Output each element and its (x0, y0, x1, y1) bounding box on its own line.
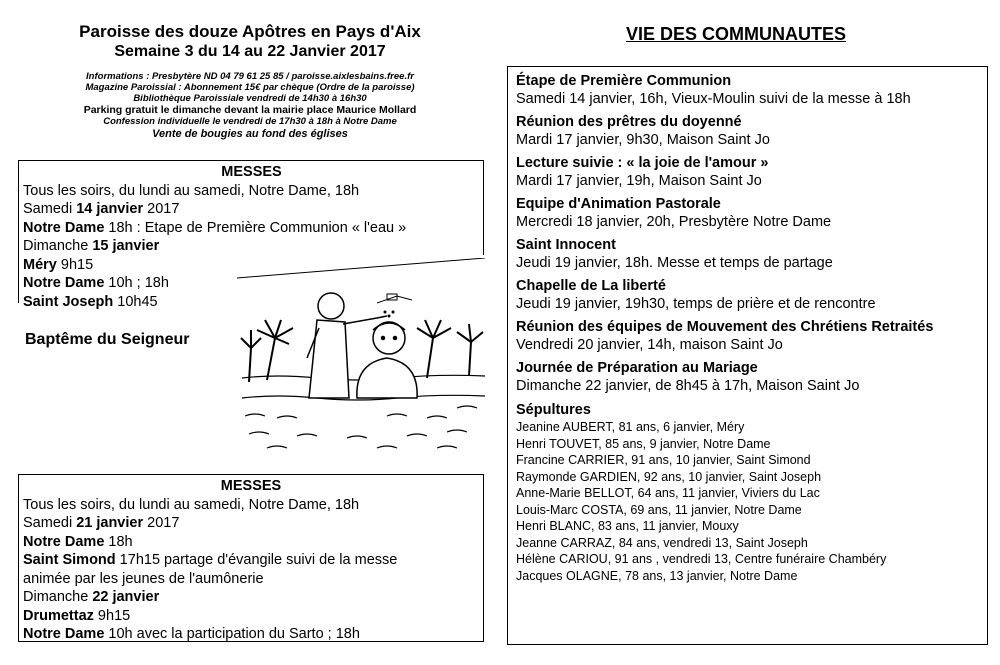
sepulture-item: Francine CARRIER, 91 ans, 10 janvier, Saint Simond (516, 453, 811, 467)
messes-line: Samedi 14 janvier 2017 (23, 201, 180, 217)
event-detail: Vendredi 20 janvier, 14h, maison Saint Jo (516, 337, 783, 353)
event-title: Journée de Préparation au Mariage (516, 360, 758, 376)
event-item (516, 114, 987, 149)
messes-title: MESSES (220, 478, 282, 494)
messes-line: Saint Simond 17h15 partage d'évangile suivi de la messe (23, 552, 398, 568)
messes-line: animée par les jeunes de l'aumônerie (23, 570, 264, 587)
event-item (516, 319, 987, 354)
info-confession: Confession individuelle le vendredi de 17h30 à 18h à Notre Dame (103, 116, 397, 127)
messes-line: Saint Joseph 10h45 (23, 293, 158, 310)
event-title: Étape de Première Communion (516, 73, 732, 89)
sepulture-item: Anne-Marie BELLOT, 64 ans, 11 janvier, Viviers du Lac (516, 486, 820, 500)
sepultures-title: Sépultures (516, 402, 591, 418)
messes-week2-box (18, 474, 484, 642)
messes-line: Dimanche 15 janvier (23, 238, 160, 254)
messes-line: Dimanche 22 janvier (23, 589, 160, 605)
sepulture-item: Jeanne CARRAZ, 84 ans, vendredi 13, Saint Joseph (516, 535, 808, 550)
left-header (20, 22, 480, 142)
messes-line: Notre Dame 10h avec la participation du Sarto ; 18h (23, 626, 360, 642)
event-item (516, 278, 987, 313)
sepulture-item: Hélène CARIOU, 91 ans , vendredi 13, Centre funéraire Chambéry (516, 552, 887, 566)
messes-line: Notre Dame 10h ; 18h (23, 275, 169, 291)
info-block (20, 71, 480, 142)
messes-line: Tous les soirs, du lundi au samedi, Notre Dame, 18h (23, 496, 360, 513)
baptism-illustration (237, 258, 485, 454)
event-item (516, 360, 987, 395)
sepulture-item: Louis-Marc COSTA, 69 ans, 11 janvier, Notre Dame (516, 502, 802, 517)
event-item (516, 196, 987, 231)
event-title: Réunion des prêtres du doyenné (516, 114, 742, 130)
sepulture-item: Henri BLANC, 83 ans, 11 janvier, Mouxy (516, 519, 739, 533)
messes-line: Drumettaz 9h15 (23, 607, 131, 624)
event-detail: Mardi 17 janvier, 9h30, Maison Saint Jo (516, 132, 770, 148)
week-subtitle: Semaine 3 du 14 au 22 Janvier 2017 (114, 43, 386, 60)
event-title: Saint Innocent (516, 237, 616, 253)
messes-line: Notre Dame 18h (23, 533, 133, 550)
messes-title: MESSES (221, 164, 282, 180)
communautes-box (507, 66, 988, 645)
event-title: Chapelle de La liberté (516, 278, 666, 294)
event-detail: Jeudi 19 janvier, 19h30, temps de prière et de rencontre (516, 296, 876, 312)
event-item (516, 155, 987, 190)
communautes-title: VIE DES COMMUNAUTES (626, 24, 847, 44)
parish-title: Paroisse des douze Apôtres en Pays d'Aix (79, 22, 421, 41)
event-detail: Samedi 14 janvier, 16h, Vieux-Moulin suivi de la messe à 18h (516, 91, 911, 107)
event-item (516, 237, 987, 272)
messes-line: Notre Dame 18h : Etape de Première Communion « l'eau » (23, 219, 407, 236)
event-detail: Dimanche 22 janvier, de 8h45 à 17h, Maison Saint Jo (516, 378, 860, 394)
sepulture-item: Raymonde GARDIEN, 92 ans, 10 janvier, Saint Joseph (516, 469, 822, 484)
info-parking: Parking gratuit le dimanche devant la mairie place Maurice Mollard (83, 104, 417, 116)
info-magazine: Magazine Paroissial : Abonnement 15€ par chèque (Ordre de la paroisse) (85, 82, 415, 93)
info-presbytere: Informations : Presbytère ND 04 79 61 25 85 / paroisse.aixlesbains.free.fr (86, 71, 414, 82)
bapteme-title: Baptême du Seigneur (25, 331, 190, 348)
info-bibliotheque: Bibliothèque Paroissiale vendredi de 14h30 à 16h30 (133, 93, 367, 104)
sepulture-item: Jeanine AUBERT, 81 ans, 6 janvier, Méry (516, 420, 745, 434)
event-title: Equipe d'Animation Pastorale (516, 196, 721, 212)
messes-line: Méry 9h15 (23, 256, 94, 273)
messes-line: Tous les soirs, du lundi au samedi, Notre Dame, 18h (23, 182, 360, 199)
event-item (516, 73, 987, 108)
sepulture-item: Jacques OLAGNE, 78 ans, 13 janvier, Notre Dame (516, 568, 798, 583)
event-detail: Mardi 17 janvier, 19h, Maison Saint Jo (516, 173, 762, 189)
messes-line: Samedi 21 janvier 2017 (23, 515, 180, 531)
event-detail: Mercredi 18 janvier, 20h, Presbytère Notre Dame (516, 214, 832, 230)
event-title: Réunion des équipes de Mouvement des Chrétiens Retraités (516, 319, 934, 335)
event-title: Lecture suivie : « la joie de l'amour » (516, 155, 769, 171)
event-detail: Jeudi 19 janvier, 18h. Messe et temps de partage (516, 255, 833, 271)
info-bougies: Vente de bougies au fond des églises (152, 128, 348, 140)
sepulture-item: Henri TOUVET, 85 ans, 9 janvier, Notre Dame (516, 436, 771, 451)
